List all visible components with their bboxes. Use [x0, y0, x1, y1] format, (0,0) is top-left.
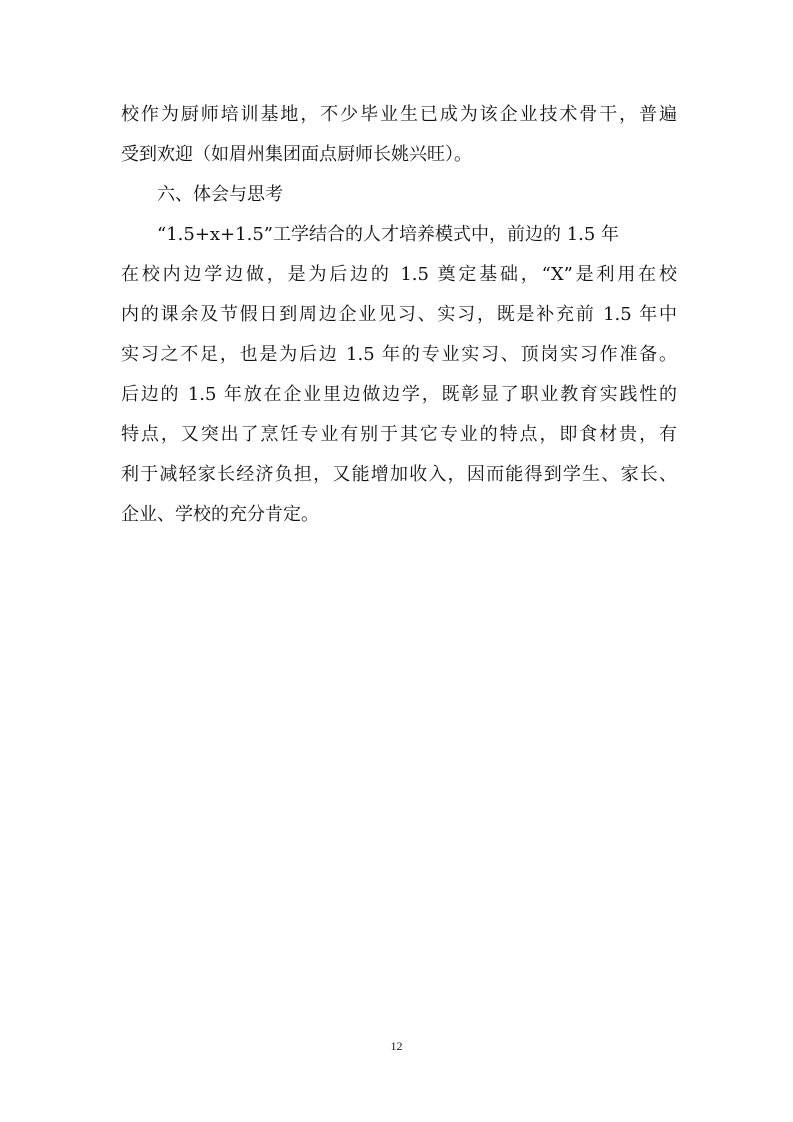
paragraph-line: 后边的 1.5 年放在企业里边做边学，既彰显了职业教育实践性的: [121, 384, 677, 405]
paragraph-line: 内的课余及节假日到周边企业见习、实习，既是补充前 1.5 年中: [121, 304, 677, 325]
paragraph-line: “1.5+x+1.5”工学结合的人才培养模式中，前边的 1.5 年: [121, 224, 620, 245]
paragraph-line: 校作为厨师培训基地，不少毕业生已成为该企业技术骨干，普遍: [121, 104, 677, 125]
section-heading: 六、体会与思考: [157, 184, 283, 205]
page-number: 12: [390, 1039, 403, 1053]
paragraph-line: 受到欢迎（如眉州集团面点厨师长姚兴旺）。: [121, 144, 472, 165]
paragraph-line: 实习之不足，也是为后边 1.5 年的专业实习、顶岗实习作准备。: [121, 344, 677, 365]
paragraph-line: 特点，又突出了烹饪专业有别于其它专业的特点，即食材贵，有: [121, 424, 677, 445]
paragraph-line: 企业、学校的充分肯定。: [121, 504, 319, 525]
body-text: [121, 95, 677, 535]
paragraph-line: 利于减轻家长经济负担，又能增加收入，因而能得到学生、家长、: [121, 464, 677, 485]
paragraph-line: 在校内边学边做，是为后边的 1.5 奠定基础，“X”是利用在校: [121, 264, 677, 285]
